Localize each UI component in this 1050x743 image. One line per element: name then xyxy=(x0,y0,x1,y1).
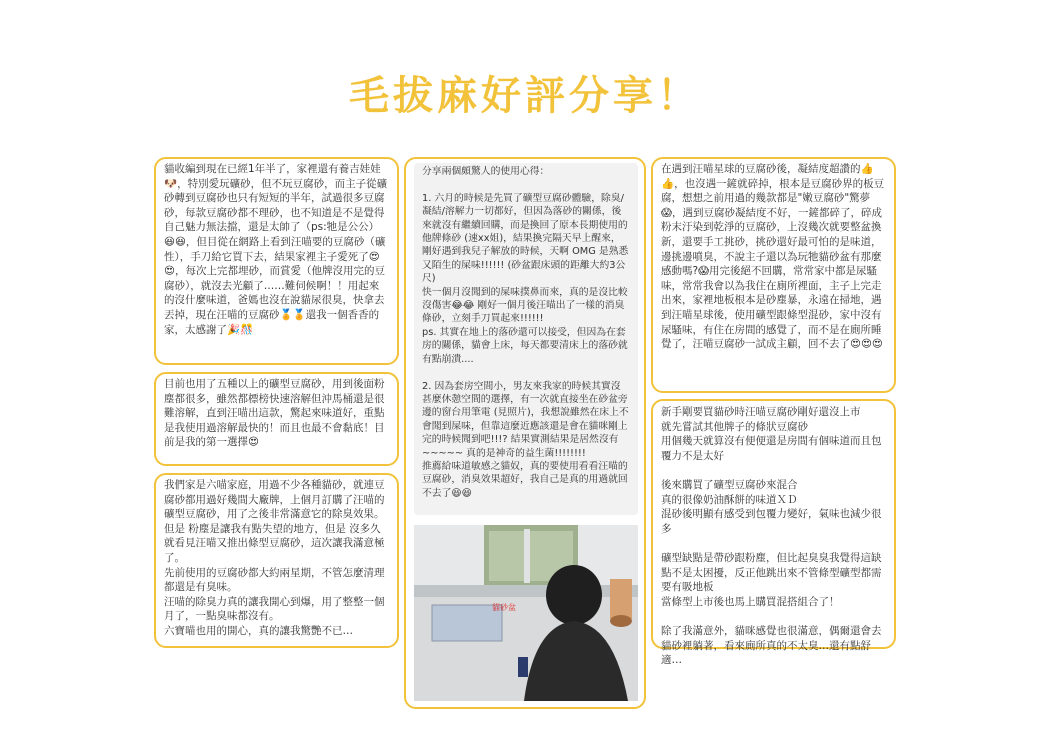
review-card-4 xyxy=(404,157,646,709)
review-text: 分享兩個頗驚人的使用心得： 1. 六月的時候是先買了礦型豆腐砂體驗，除臭/凝結/溶解力一切都好，但因為落砂的關係，後來就沒有繼續回購，而是換回了原本長期使用的他牌條砂 (速xx姐)，結果換完隔天早上醒來，剛好遇到我兒子解放的時候，天啊 OMG 是熟悉又陌生的屎味!!!!!! (砂盆跟床頭的距離大約3公尺) 快一個月沒聞到的屎味撲鼻而來，真的是沒比較沒傷害😂😂 剛好一個月後汪喵出了一樣的消臭條砂，立刻手刀買起來!!!!!! ps. 其實在地上的落砂還可以接受，但因為在套房的關係，貓會上床，每天都要清床上的落砂就有點崩潰.... 2. 因為套房空間小，男友來我家的時候其實沒甚麼休憩空間的選擇，有一次就直接坐在砂盆旁邊的窗台用筆電 (見照片)，我想說雖然在床上不會聞到屎味，但靠這麼近應該還是會在貓咪剛上完的時候聞到吧!!!? 結果實測結果是居然沒有~~~~~ 真的是神奇的益生菌!!!!!!!! 推薦給味道敏感之貓奴，真的要使用看看汪喵的豆腐砂，消臭效果超好，我自己是真的用過就回不去了😆😆 xyxy=(422,166,629,499)
review-text: 在遇到汪喵星球的豆腐砂後，凝結度超讚的👍👍，也沒遇一鏟就碎掉，根本是豆腐砂界的板豆腐，想想之前用過的幾款都是"嫩豆腐砂"驚夢😱，遇到豆腐砂凝結度不好，一鏟都碎了，碎成粉末汙染到乾淨的豆腐砂，上沒幾次就要整盆換新，還要手工挑砂，挑砂還好最可怕的是味道，邊挑邊噴臭，不說主子還以為玩牠貓砂盆有那麼感動嗎?😱用完後絕不回購，常常家中都是尿騷味，常常我會以為我住在廁所裡面，主子上完走出來，家裡地板根本是砂塵暴，永遠在掃地，遇到汪喵星球後，使用礦型跟條型混砂，家中沒有尿騷味，有住在房間的感覺了，而不是在廁所睡覺了，汪喵豆腐砂一試成主顧，回不去了😍😍😍 xyxy=(661,163,885,351)
review-text-panel xyxy=(414,163,638,515)
review-text: 新手剛要買貓砂時汪喵豆腐砂剛好還沒上市 就先嘗試其他牌子的條狀豆腐砂 用個幾天就算沒有便便還是房間有個味道而且包覆力不是太好 後來購買了礦型豆腐砂來混合 真的很像奶油酥餅的味道ＸＤ 混砂後明顯有感受到包覆力變好，氣味也減少很多 礦型缺點是帶砂跟粉塵，但比起臭臭我覺得這缺點不是太困擾，反正他跳出來不管條型礦型都需要有吸地板 當條型上市後也馬上購買混搭組合了！ 除了我滿意外，貓咪感覺也很滿意，偶爾還會去貓砂裡躺著，看來廁所真的不太臭…還有點舒適… xyxy=(661,406,882,667)
review-photo xyxy=(414,525,638,701)
review-card-3 xyxy=(154,473,399,648)
review-text: 貓收編到現在已經1年半了，家裡還有養吉娃娃🐶，特別愛玩礦砂，但不玩豆腐砂，而主子從礦砂轉到豆腐砂也只有短短的半年，試過很多豆腐砂，每款豆腐砂都不理砂，也不知道是不是覺得自己魅力無法擋，還是太帥了（ps:牠是公公）😆😆，但目從在網路上看到汪喵要的豆腐砂（礦性），手刀給它買下去，結果家裡主子愛死了😍😍，每次上完都埋砂，而賞愛（他牌沒用完的豆腐砂），就沒去光顧了……難伺候啊！！用起來的沒什麼味道，爸媽也沒在說貓尿很臭，快拿去丟掉，現在汪喵的豆腐砂🏅🏅還我一個香香的家，太感謝了🎉🎊 xyxy=(164,163,388,336)
review-text: 我們家是六喵家庭，用過不少各種貓砂，就連豆腐砂都用過好幾間大廠牌，上個月訂購了汪喵的礦型豆腐砂，用了之後非常滿意它的除臭效果。 但是 粉塵是讓我有點失望的地方，但是 沒多久就看見汪喵又推出條型豆腐砂，這次讓我滿意極了。 先前使用的豆腐砂都大約兩星期，不管怎麼清理都還是有臭味。 汪喵的除臭力真的讓我開心到爆，用了整整一個月了，一點臭味都沒有。 六寶喵也用的開心，真的讓我驚艷不已… xyxy=(164,479,385,637)
review-card-5 xyxy=(651,157,896,393)
photo-image xyxy=(414,525,638,701)
review-card-6 xyxy=(651,399,896,667)
page-title: 毛拔麻好評分享！ xyxy=(349,73,701,119)
review-card-1 xyxy=(154,157,399,365)
review-card-2 xyxy=(154,372,399,466)
photo-annotation: 貓砂盆 xyxy=(492,603,516,612)
review-text: 目前也用了五種以上的礦型豆腐砂，用到後面粉塵都很多，雖然都標榜快速溶解但沖馬桶還是很難溶解，直到汪喵出這款，驚起來味道好，重點是我使用過溶解最快的！而且也最不會黏底！目前是我的第一選擇😍 xyxy=(164,378,385,449)
